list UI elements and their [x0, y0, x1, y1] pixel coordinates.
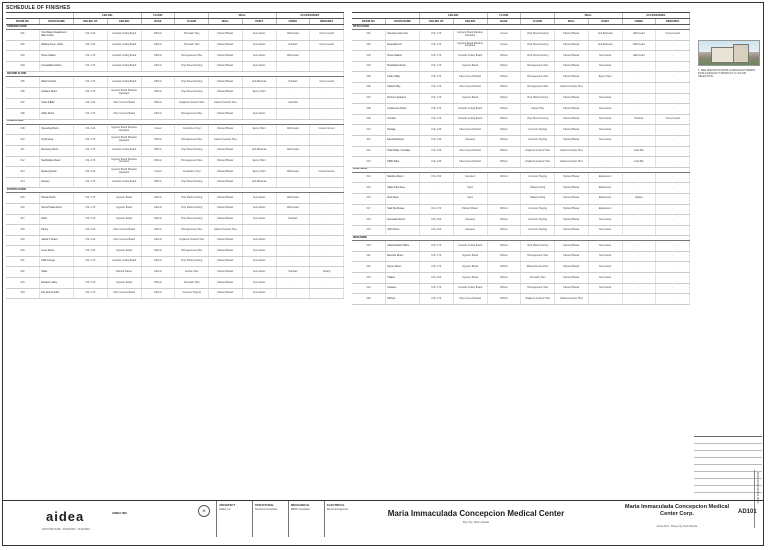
column-header: ROOM NAME [386, 19, 420, 25]
column-header: ROOM NAME [40, 19, 74, 25]
sidebar [694, 40, 762, 82]
table-row: 016 Roof Deck - Open - Waterproofing Painted Plaster Elastomeric Railing - [352, 193, 690, 204]
column-header: REMARKS [310, 19, 344, 25]
group-header: FLOOR [141, 13, 175, 19]
column-header: BASE [487, 19, 521, 25]
section-row: FOURTH FLOOR [6, 188, 344, 193]
table-row: 004 Medication Room FCL 2.70 Gypsum Board 100mm Homogeneous Tiles Painted Plaster Semi-Gloss - - [352, 61, 690, 72]
tb-cell-mechanical: MECHANICAL MEPF Consultant [288, 501, 324, 537]
table-row: 014 Nursery FCL 2.70 Acoustic Ceiling Board 150mm Vinyl Sheet Flooring Painted Plaster Anti-Bacterial - - [6, 177, 344, 188]
group-header: CEILING [420, 13, 488, 19]
table-row: 006 Isolation Room FCL 2.70 Gypsum Board Moisture Resistant 100mm Vinyl Sheet Flooring Painted Plaster Epoxy Paint - - [6, 87, 344, 98]
table-row: 018 Pantry FCL 2.40 Fiber Cement Board 100mm Homogeneous Tiles Glazed Ceramic Tiles - - - [6, 225, 344, 236]
column-header: FLOOR [175, 19, 209, 25]
table-row: 024 Fire Exit Corridor FCL 2.70 Fiber Cement Board 100mm Concrete Topping Painted Plaster Semi-Gloss - - [6, 288, 344, 299]
group-header: ACCESSORIES [622, 13, 690, 19]
table-row: 015 Private Room FCL 2.70 Gypsum Board 100mm Vinyl Plank Flooring Painted Plaster Semi-Gloss Wall Guard - [6, 193, 344, 204]
left-schedule-table [6, 12, 344, 299]
table-row: 002 Waiting Area / Lobby FCL 3.00 Acoustic Ceiling Board 150mm Porcelain Tiles Painted Plaster Semi-Gloss Handrail Corner Guard [6, 40, 344, 51]
building-rendering [698, 40, 760, 66]
section-row: GROUND FLOOR [6, 25, 344, 30]
table-row: 001 Intensive Care Unit FCL 2.70 Gypsum Board Moisture Resistant Coved Vinyl Sheet Flooring Painted Plaster Anti-Bacterial Wall Guard Corner Guard [352, 30, 690, 41]
column-header: FINISH [276, 19, 310, 25]
section-row: ROOF DECK [352, 167, 690, 172]
column-header: PAINT [588, 19, 622, 25]
table-row: 025 Kitchen FCL 2.70 Fiber Cement Board 150mm Unglazed Ceramic Tiles Glazed Ceramic Tiles - - - [352, 294, 690, 305]
section-row: THIRD FLOOR [6, 119, 344, 124]
revision-table [694, 436, 762, 493]
column-header: ROOM NO. [6, 19, 40, 25]
table-row: 004 Consultation Room FCL 2.70 Acoustic Ceiling Board 100mm Vinyl Sheet Flooring Painted Plaster Semi-Gloss - - [6, 61, 344, 72]
project-name: Maria Immaculada Concepcion Medical Center [387, 509, 565, 518]
table-row: 011 Recovery Room FCL 2.70 Acoustic Ceiling Board 150mm Vinyl Sheet Flooring Painted Plaster Anti-Bacterial Wall Guard - [6, 145, 344, 156]
column-header: REMARKS [656, 19, 690, 25]
group-header: WALL [209, 13, 277, 19]
table-row: 023 Elevator Lobby FCL 2.70 Gypsum Board 150mm Porcelain Tiles Painted Plaster Semi-Gloss - - [6, 278, 344, 289]
table-row: 024 Canteen FCL 2.70 Acoustic Ceiling Board 150mm Homogeneous Tiles Painted Plaster Semi-Gloss - - [352, 283, 690, 294]
tb-cell-electrical: ELECTRICAL Electrical Engineers [324, 501, 360, 537]
tb-cell-architect: ARCHITECT AIDEA, Inc. [216, 501, 252, 537]
right-schedule-table [352, 12, 690, 305]
group-header: FLOOR [487, 13, 521, 19]
table-row: 015 Water Tank Area - Open - Waterproofing Painted Plaster Elastomeric - - [352, 183, 690, 194]
table-row: 017 Ward FCL 2.70 Gypsum Board 100mm Vinyl Sheet Flooring Painted Plaster Semi-Gloss Handrail - [6, 214, 344, 225]
table-row: 006 Soiled Utility FCL 2.70 Fiber Cement Board 100mm Homogeneous Tiles Glazed Ceramic Tiles - - - [352, 82, 690, 93]
north-arrow-icon: N [198, 505, 210, 517]
table-row: 009 Operating Room FCL 3.00 Gypsum Board Moisture Resistant Coved Conductive Vinyl Painted Plaster Epoxy Paint Wall Guard Coved Corners [6, 124, 344, 135]
tb-cell-structural: STRUCTURAL Structural Consultant [252, 501, 288, 537]
table-row: 005 Ward Corridor FCL 2.70 Acoustic Ceiling Board 150mm Vinyl Sheet Flooring Painted Plaster Anti-Bacterial Handrail Corner Guard [6, 77, 344, 88]
table-row: 022 Stairs - Painted Plaster 100mm Granite Tiles Painted Plaster Semi-Gloss Handrail Nosing [6, 267, 344, 278]
column-header: CEILING HT. [74, 19, 108, 25]
table-row: 019 AHU Room FCL 3.00 Exposed 100mm Concrete Topping Painted Plaster Semi-Gloss - - [352, 225, 690, 236]
table-row: 010 Scrub Area FCL 2.70 Gypsum Board Moisture Resistant 150mm Homogeneous Tiles Glazed Ceramic Tiles - - - [6, 135, 344, 146]
client-address: Roxas Blvd., Pasay City, Metro Manila [656, 525, 698, 528]
column-header: FLOOR [521, 19, 555, 25]
column-header: WALL [209, 19, 243, 25]
table-row: 010 Storage FCL 2.40 Fiber Cement Board 100mm Concrete Topping Painted Plaster Semi-Gloss - - [352, 125, 690, 136]
table-row: 005 Clean Utility FCL 2.70 Fiber Cement Board 100mm Homogeneous Tiles Painted Plaster Epoxy Paint - - [352, 72, 690, 83]
table-row: 013 PWD Toilet FCL 2.40 Fiber Cement Board 150mm Unglazed Ceramic Tiles Glazed Ceramic Tiles - Grab Bar - [352, 157, 690, 168]
table-row: 014 Machine Room FCL 3.00 Exposed 100mm Concrete Topping Painted Plaster Elastomeric - - [352, 172, 690, 183]
table-row: 023 Chapel FCL 3.00 Gypsum Board 150mm Porcelain Tiles Painted Plaster Semi-Gloss - - [352, 273, 690, 284]
group-header: CEILING [74, 13, 142, 19]
firm-logo-subtitle: ARCHITECTURE . INTERIORS . PLANNING [42, 528, 90, 531]
column-header: CEILING [453, 19, 487, 25]
firm-name: AIDEA INC. [112, 511, 129, 515]
table-row: 009 Corridor FCL 2.70 Acoustic Ceiling Board 150mm Vinyl Sheet Flooring Painted Plaster Semi-Gloss Handrail Corner Guard [352, 114, 690, 125]
table-row: 018 Generator Room FCL 3.00 Exposed 100mm Concrete Topping Painted Plaster Semi-Gloss - - [352, 215, 690, 226]
group-header: ACCESSORIES [276, 13, 344, 19]
schedule-title: SCHEDULE OF FINISHES [6, 5, 71, 11]
column-header: BASE [141, 19, 175, 25]
table-row: 007 Toilet & Bath FCL 2.40 Fiber Cement Board 150mm Unglazed Ceramic Tiles Glazed Ceramic Tiles - Grab Bar - [6, 98, 344, 109]
section-row: FIFTH FLOOR [352, 25, 690, 30]
table-row: 012 Sterilization Room FCL 2.70 Gypsum Board Moisture Resistant 150mm Homogeneous Tiles Painted Plaster Epoxy Paint - - [6, 156, 344, 167]
table-row: 013 Delivery Room FCL 3.00 Gypsum Board Moisture Resistant Coved Conductive Vinyl Painted Plaster Epoxy Paint Wall Guard Coved Corners [6, 167, 344, 178]
group-header: WALL [555, 13, 623, 19]
table-row: 021 Staff Lounge FCL 2.70 Acoustic Ceiling Board 100mm Vinyl Plank Flooring Painted Plaster Semi-Gloss - - [6, 256, 344, 267]
table-row: 002 Neonatal ICU FCL 2.70 Gypsum Board Moisture Resistant Coved Vinyl Sheet Flooring Painted Plaster Anti-Bacterial Wall Guard - [352, 40, 690, 51]
table-row: 017 Stair Penthouse FCL 2.70 Painted Plaster 100mm Concrete Topping Painted Plaster Elastomeric - - [352, 204, 690, 215]
table-row: 022 Server Room FCL 2.70 Gypsum Board 100mm Raised Access Floor Painted Plaster Semi-Gloss - - [352, 262, 690, 273]
table-row: 003 Nurse Station FCL 2.70 Acoustic Ceiling Board 150mm Vinyl Sheet Flooring Painted Plaster Semi-Gloss Wall Guard - [352, 51, 690, 62]
table-row: 012 Toilet (Male / Female) FCL 2.40 Fiber Cement Board 150mm Unglazed Ceramic Tiles Glazed Ceramic Tiles - Grab Bar - [352, 146, 690, 157]
table-row: 003 Nurse Station FCL 2.70 Acoustic Ceiling Board 150mm Homogeneous Tiles Painted Plaster Semi-Gloss Wall Guard - [6, 51, 344, 62]
sheet-number: AD101 [738, 509, 757, 515]
column-header: WALL [555, 19, 589, 25]
table-row: 008 Utility Room FCL 2.70 Fiber Cement Board 100mm Homogeneous Tiles Painted Plaster Semi-Gloss - - [6, 109, 344, 120]
table-row: 011 Electrical Room FCL 2.40 Exposed 100mm Concrete Topping Painted Plaster Semi-Gloss - - [352, 135, 690, 146]
title-block [2, 500, 764, 546]
section-row: MEZZANINE [352, 236, 690, 241]
column-header: ROOM NO. [352, 19, 386, 25]
general-note: 1. SEE SPECIFICATIONS & MANUFACTURER'S DATA FOR EXACT PRODUCT & COLOR SELECTION. [698, 69, 756, 79]
section-row: SECOND FLOOR [6, 72, 344, 77]
column-header: CEILING [107, 19, 141, 25]
stamp-text: FOR CONSTRUCTION [756, 472, 760, 504]
column-header: CEILING HT. [420, 19, 454, 25]
column-header: PAINT [242, 19, 276, 25]
table-row: 016 Semi-Private Room FCL 2.70 Gypsum Board 100mm Vinyl Plank Flooring Painted Plaster Semi-Gloss Wall Guard - [6, 203, 344, 214]
table-row: 007 Doctor's Quarters FCL 2.70 Gypsum Board 100mm Vinyl Plank Flooring Painted Plaster Semi-Gloss - - [352, 93, 690, 104]
table-row: 001 Out-Patient Department Main Lobby FCL 3.00 Acoustic Ceiling Board 300mm Porcelain Tiles Painted Plaster Semi-Gloss Wall Guard Corner Guard [6, 30, 344, 41]
table-row: 008 Conference Room FCL 2.70 Acoustic Ceiling Board 100mm Carpet Tiles Painted Plaster Semi-Gloss - - [352, 104, 690, 115]
table-row: 020 Administration Office FCL 2.70 Acoustic Ceiling Board 100mm Vinyl Plank Flooring Painted Plaster Semi-Gloss - - [352, 241, 690, 252]
firm-logo: aidea [46, 509, 85, 524]
table-row: 020 Linen Room FCL 2.40 Gypsum Board 100mm Homogeneous Tiles Painted Plaster Semi-Gloss - - [6, 246, 344, 257]
table-row: 021 Records Room FCL 2.70 Gypsum Board 100mm Homogeneous Tiles Painted Plaster Semi-Gloss - - [352, 251, 690, 262]
table-row: 019 Janitor's Closet FCL 2.40 Fiber Cement Board 100mm Unglazed Ceramic Tiles Painted Plaster Semi-Gloss - - [6, 235, 344, 246]
project-location: Bay City, Metro Manila [463, 521, 489, 524]
column-header: FINISH [622, 19, 656, 25]
client-name: Maria Immaculada Concepcion Medical Center Corp. [624, 504, 730, 517]
